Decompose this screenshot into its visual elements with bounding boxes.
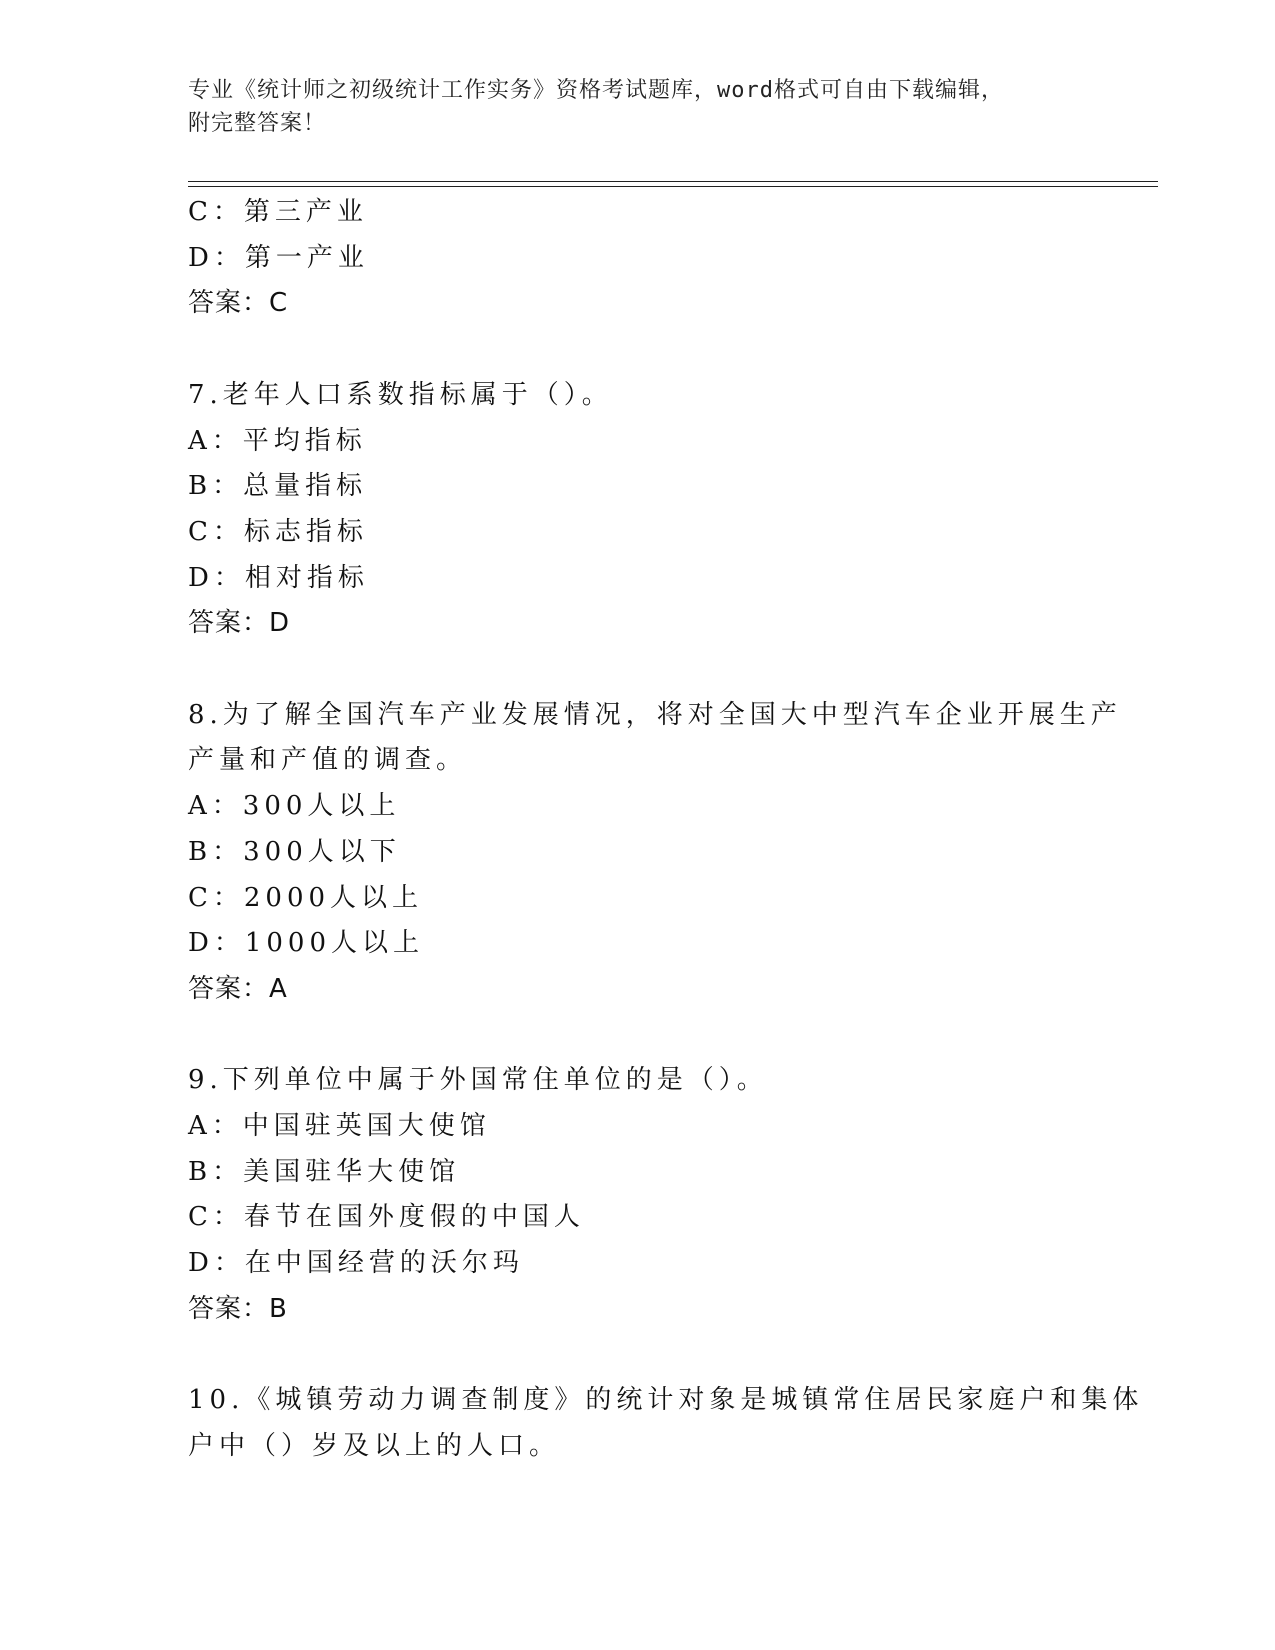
option-b: B：总量指标: [188, 471, 368, 502]
spacer: [188, 1013, 1148, 1059]
option-c: C：2000人以上: [188, 882, 424, 913]
question-stem-continued: 产量和产值的调查。: [188, 745, 468, 776]
question-list: [188, 190, 1148, 1470]
spacer: [188, 1333, 1148, 1379]
answer: 答案：C: [188, 288, 289, 319]
option-a: A：平均指标: [188, 425, 367, 456]
answer: 答案：B: [188, 1293, 288, 1324]
option-c: C：春节在国外度假的中国人: [188, 1202, 585, 1233]
option-b: B：美国驻华大使馆: [188, 1156, 461, 1187]
question-10: [188, 1378, 1148, 1469]
option-a: A：中国驻英国大使馆: [188, 1111, 491, 1142]
answer: 答案：D: [188, 608, 291, 639]
option-a: A：300人以上: [188, 791, 401, 822]
option-d: D：1000人以上: [188, 928, 425, 959]
question-stem: 10.《城镇劳动力调查制度》的统计对象是城镇常住居民家庭户和集体: [188, 1385, 1144, 1416]
option-c: C：第三产业: [188, 197, 368, 227]
question-7: [188, 373, 1148, 647]
header-rule-bottom: [188, 186, 1158, 187]
header-line-1: 专业《统计师之初级统计工作实务》资格考试题库，word格式可自由下载编辑，: [188, 78, 1004, 103]
question-9: [188, 1058, 1148, 1332]
question-stem-continued: 户中（）岁及以上的人口。: [188, 1430, 561, 1461]
question-stem: 8.为了解全国汽车产业发展情况，将对全国大中型汽车企业开展生产: [188, 699, 1122, 730]
option-b: B：300人以下: [188, 836, 401, 867]
question-8: [188, 693, 1148, 1013]
header-line-2: 附完整答案！: [188, 111, 327, 136]
option-d: D：在中国经营的沃尔玛: [188, 1248, 524, 1279]
question-stem: 7.老年人口系数指标属于（）。: [188, 379, 613, 410]
answer: 答案：A: [188, 973, 288, 1004]
document-header: [188, 74, 1068, 140]
option-d: D：相对指标: [188, 562, 369, 593]
spacer: [188, 327, 1148, 373]
option-c: C：标志指标: [188, 516, 368, 547]
question-6-partial: [188, 190, 1148, 327]
question-stem: 9.下列单位中属于外国常住单位的是（）。: [188, 1065, 768, 1096]
option-d: D：第一产业: [188, 242, 369, 273]
spacer: [188, 647, 1148, 693]
header-rule-top: [188, 181, 1158, 182]
